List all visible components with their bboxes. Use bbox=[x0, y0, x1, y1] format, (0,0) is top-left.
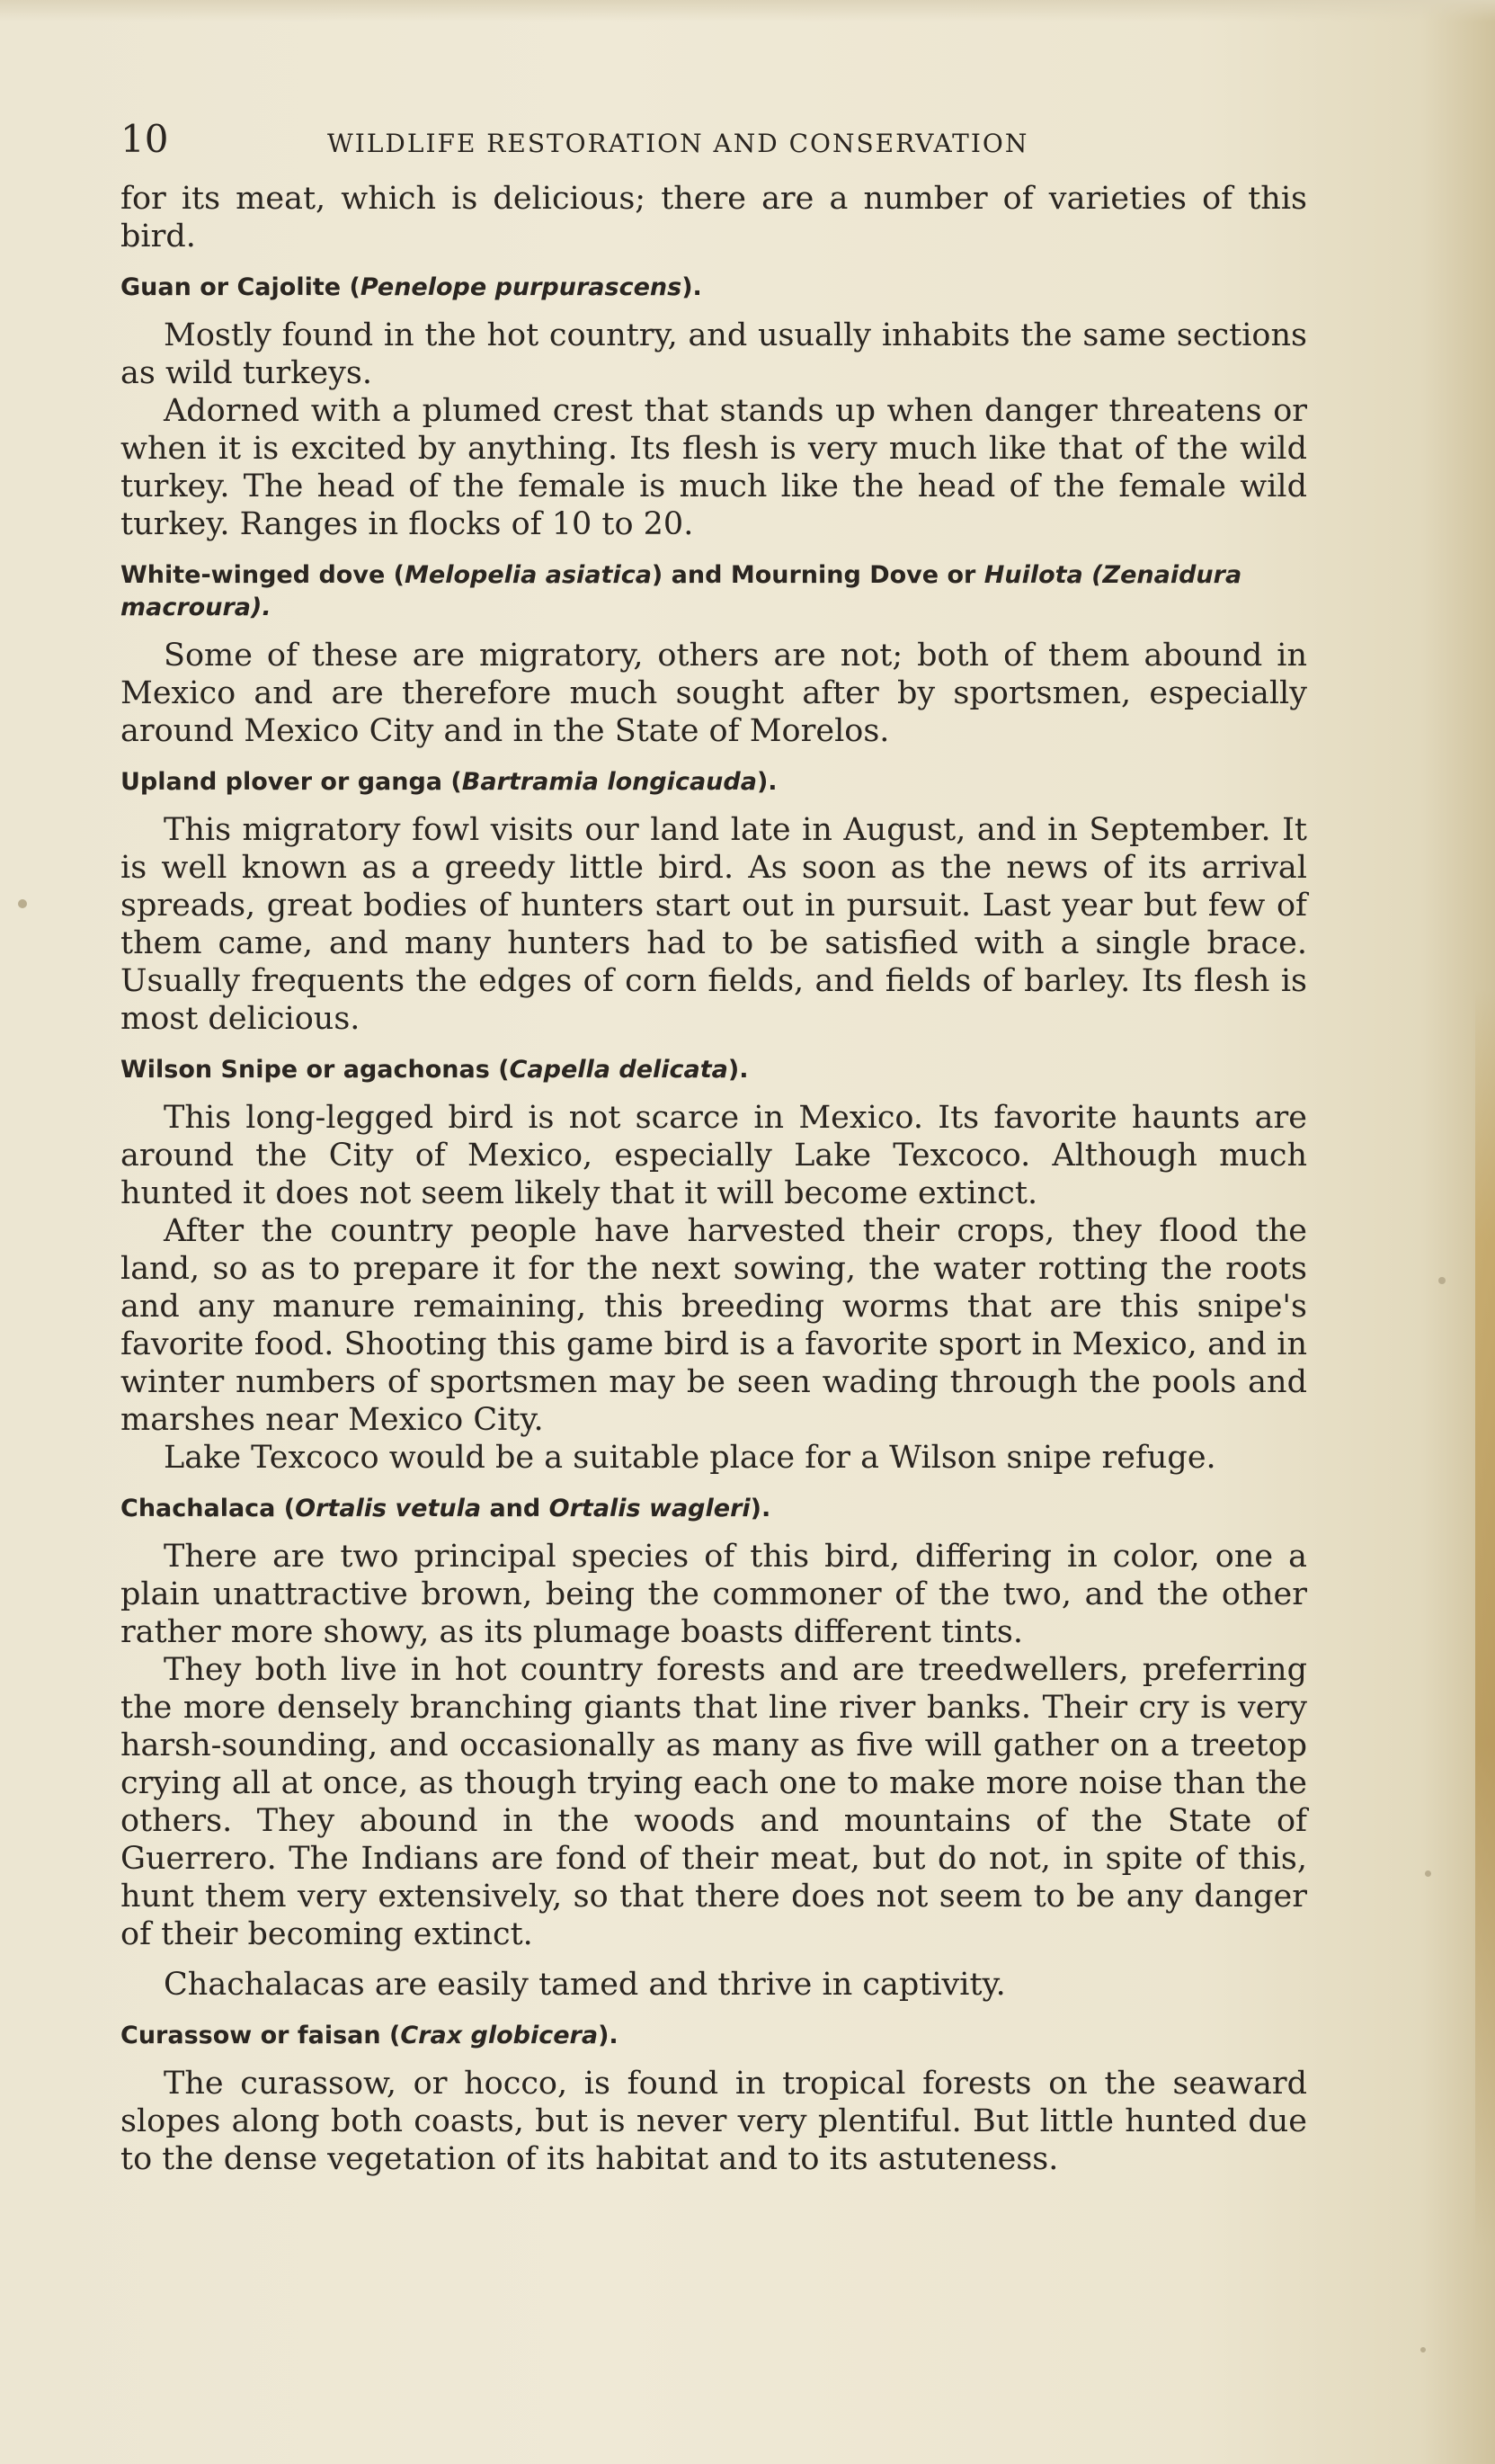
paragraph: This migratory fowl visits our land late in August, and in September. It is well known as a greedy little bird. As soon as the news of its arrival spreads, great bodies of hunters start out in pursuit. Last year but few of them came, and many hunters had to be satisfied with a single brace. Usually frequents the edges of corn fields, and fields of barley. Its flesh is most delicious. bbox=[120, 812, 1307, 1037]
paper-speck bbox=[1425, 1870, 1431, 1877]
entry-heading-dove: White-winged dove (Melopelia asiatica) and Mourning Dove or Huilota (Zenaidura macroura). bbox=[120, 561, 1242, 621]
paper-speck bbox=[1420, 2347, 1426, 2352]
running-header bbox=[120, 117, 1307, 180]
entry-heading-snipe: Wilson Snipe or agachonas (Capella delicata). bbox=[120, 1056, 749, 1084]
paragraph: Adorned with a plumed crest that stands up when danger threatens or when it is excited by anything. Its flesh is very much like that of the wild turkey. The head of the female is much like the head of the female wild turkey. Ranges in flocks of 10 to 20. bbox=[120, 393, 1307, 542]
entry-heading-plover: Upland plover or ganga (Bartramia longicauda). bbox=[120, 768, 778, 796]
entry-heading-chachalaca: Chachalaca (Ortalis vetula and Ortalis wagleri). bbox=[120, 1495, 771, 1522]
paper-speck bbox=[18, 899, 27, 908]
page-number: 10 bbox=[120, 117, 169, 161]
paragraph: After the country people have harvested their crops, they flood the land, so as to prepare it for the next sowing, the water rotting the roots and any manure remaining, this breeding worms that are this snipe's favorite food. Shooting this game bird is a favorite sport in Mexico, and in winter numbers of sportsmen may be seen wading through the pools and marshes near Mexico City. bbox=[120, 1213, 1307, 1438]
page-top-fold bbox=[0, 0, 1495, 22]
paragraph: Chachalacas are easily tamed and thrive in captivity. bbox=[164, 1967, 1006, 2003]
entry-heading-guan: Guan or Cajolite (Penelope purpurascens). bbox=[120, 273, 702, 301]
paragraph: Lake Texcoco would be a suitable place for a Wilson snipe refuge. bbox=[164, 1440, 1216, 1476]
paper-speck bbox=[1438, 1277, 1446, 1284]
page-edge-stain bbox=[1475, 989, 1495, 2248]
continued-paragraph: for its meat, which is delicious; there are a number of varieties of this bird. bbox=[120, 181, 1307, 254]
paragraph: The curassow, or hocco, is found in tropical forests on the seaward slopes along both coasts, but is never very plentiful. But little hunted due to the dense vegetation of its habitat and to its astuteness. bbox=[120, 2066, 1307, 2177]
paragraph: Mostly found in the hot country, and usually inhabits the same sections as wild turkeys. bbox=[120, 317, 1307, 391]
paragraph: There are two principal species of this bird, differing in color, one a plain unattractive brown, being the commoner of the two, and the other rather more showy, as its plumage boasts different tints. bbox=[120, 1539, 1307, 1650]
paragraph: They both live in hot country forests and are treedwellers, preferring the more densely branching giants that line river banks. Their cry is very harsh-sounding, and occasionally as many as five will gather on a treetop crying all at once, as though trying each one to make more noise than the others. They abound in the woods and mountains of the State of Guerrero. The Indians are fond of their meat, but do not, in spite of this, hunt them very extensively, so that there does not seem to be any danger of their becoming extinct. bbox=[120, 1652, 1307, 1952]
page-content bbox=[120, 117, 1307, 2178]
paragraph: This long-legged bird is not scarce in Mexico. Its favorite haunts are around the City of Mexico, especially Lake Texcoco. Although much hunted it does not seem likely that it will become extinct. bbox=[120, 1100, 1307, 1211]
running-title: WILDLIFE RESTORATION AND CONSERVATION bbox=[327, 129, 1029, 158]
entry-heading-curassow: Curassow or faisan (Crax globicera). bbox=[120, 2022, 618, 2049]
paragraph: Some of these are migratory, others are not; both of them abound in Mexico and are therefore much sought after by sportsmen, especially around Mexico City and in the State of Morelos. bbox=[120, 638, 1307, 749]
